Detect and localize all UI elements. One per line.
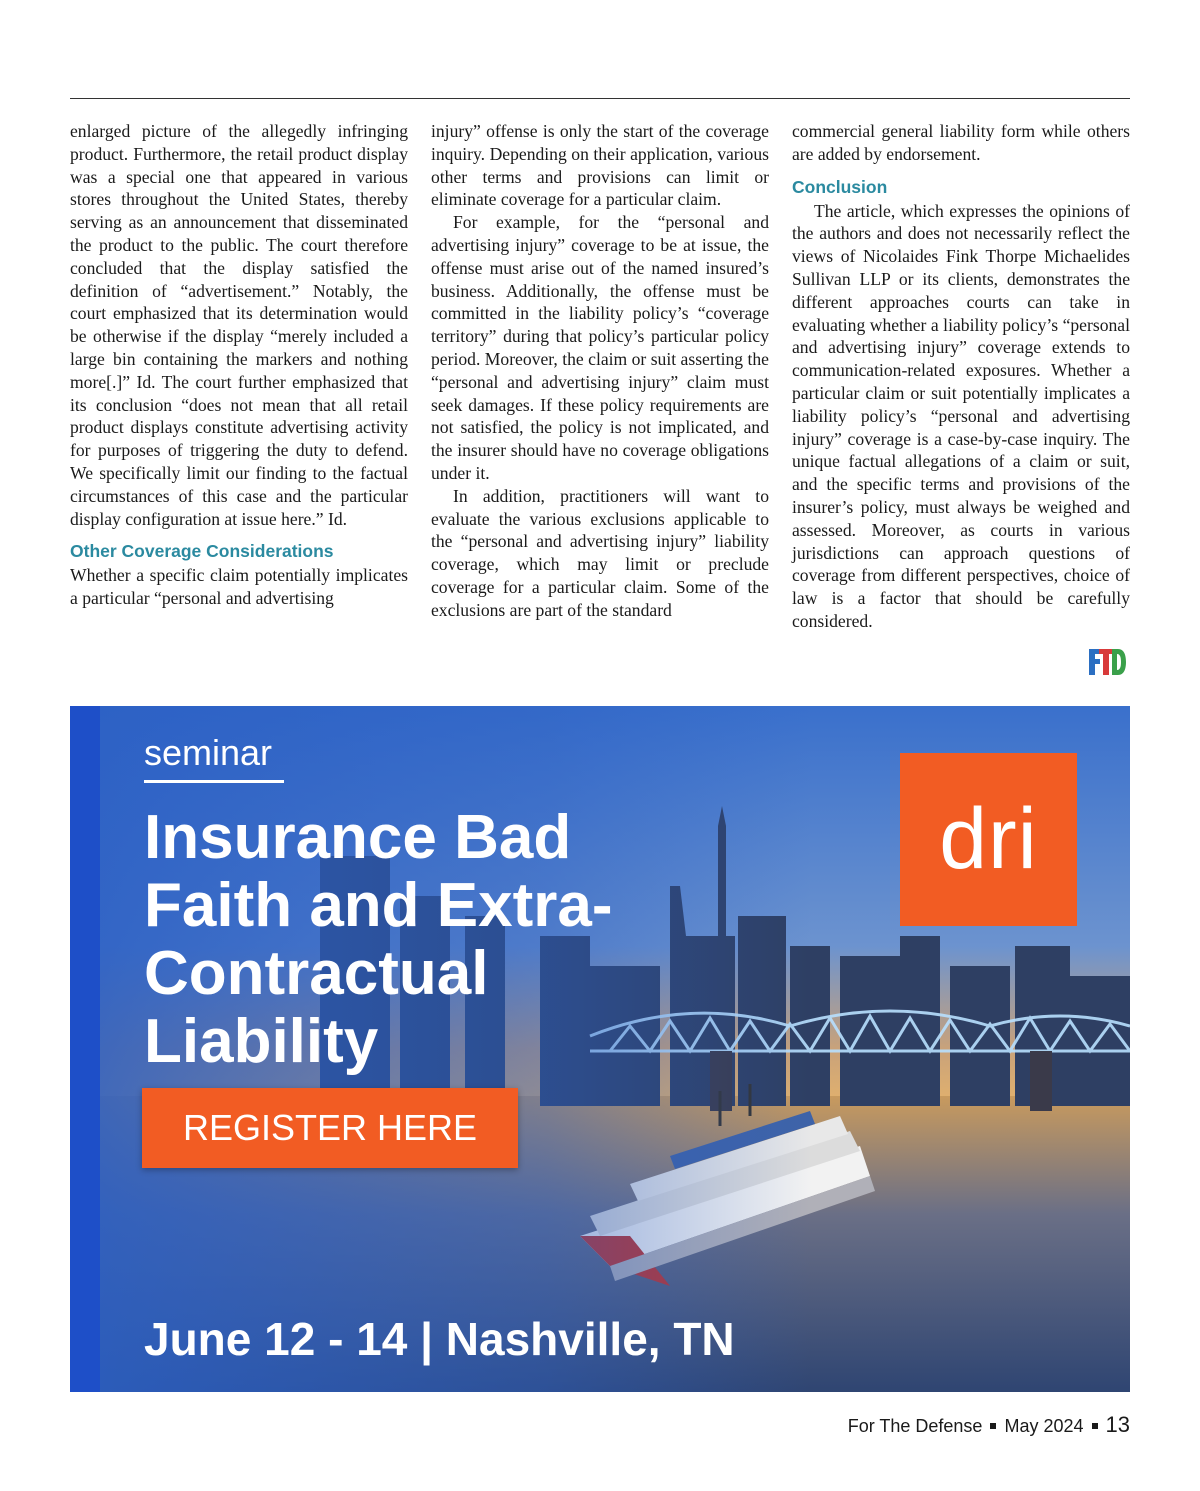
ad-accent-stripe [70,706,100,1392]
seminar-ad-banner[interactable] [70,706,1130,1392]
paragraph: commercial general liability form while others are added by endorsement. [792,121,1130,164]
ad-seminar-label: seminar [144,732,273,773]
paragraph: For example, for the “personal and advertising injury” coverage to be at issue, the offense must arise out of the named insured’s business. Additionally, the offense must be committed in the liability policy’s “coverage territory” during that policy’s particular policy period. Moreover, the claim or suit asserting the “personal and advertising injury” claim must seek damages. If these policy requirements are not satisfied, the policy is not implicated, and the insurer should have no coverage obligations under it. [431,212,769,483]
paragraph: enlarged picture of the allegedly infringing product. Furthermore, the retail product display was a special one that appeared in various stores throughout the United States, thereby serving as an announcement that disseminated the product to the public. The court therefore concluded that the display satisfied the definition of “advertisement.” Notably, the court emphasized that its determination would be otherwise if the display “merely included a large bin containing the markers and nothing more[.]” Id. The court further emphasized that its conclusion “does not mean that all retail product displays constitute advertising activity for purposes of triggering the duty to defend. We specifically limit our finding to the factual circumstances of this case and the particular display configuration at issue here.” Id. [70,121,408,529]
article-column-1 [70,120,408,610]
ftd-end-logo-icon [1087,645,1127,677]
ad-date-location: June 12 - 14 | Nashville, TN [144,1313,735,1365]
page-footer [848,1412,1130,1438]
issue-date: May 2024 [1004,1416,1084,1436]
article-column-3 [792,120,1130,633]
paragraph: Whether a specific claim potentially implicates a particular “personal and advertising [70,565,408,609]
page-number: 13 [1105,1412,1130,1437]
paragraph: injury” offense is only the start of the coverage inquiry. Depending on their application, various other terms and provisions can limit or eliminate coverage for a particular claim. [431,121,769,210]
section-heading: Conclusion [792,176,888,197]
register-here-button[interactable]: REGISTER HERE [142,1088,518,1168]
top-rule [70,98,1130,99]
section-heading: Other Coverage Considerations [70,541,334,562]
publication-name: For The Defense [847,1416,983,1436]
dri-logo-text: dri [939,791,1038,887]
paragraph: The article, which expresses the opinions of the authors and does not necessarily reflect the views of Nicolaides Fink Thorpe Michaelides Sullivan LLP or its clients, demonstrates the different approaches courts can take in evaluating whether a liability policy’s “personal and advertising injury” coverage extends to communication-related exposures. Whether a particular claim or suit potentially implicates a liability policy’s “personal and advertising injury” coverage is a case-by-case inquiry. The unique factual allegations of a claim or suit, and the specific terms and provisions of the insurer’s policy, must always be weighed and assessed. Moreover, as courts in various jurisdictions can approach questions of coverage from different perspectives, choice of law is a factor that should be carefully considered. [792,200,1130,631]
article-column-2 [431,120,769,622]
paragraph: In addition, practitioners will want to evaluate the various exclusions applicable to the “personal and advertising injury” liability coverage, which may limit or preclude coverage for a particular claim. Some of the exclusions are part of the standard [431,485,769,620]
separator-icon [1092,1423,1098,1429]
ad-title: Insurance Bad Faith and Extra-Contractual Liability [144,803,613,1076]
separator-icon [990,1423,996,1429]
dri-logo [900,753,1077,926]
ad-seminar-underline [144,780,284,783]
